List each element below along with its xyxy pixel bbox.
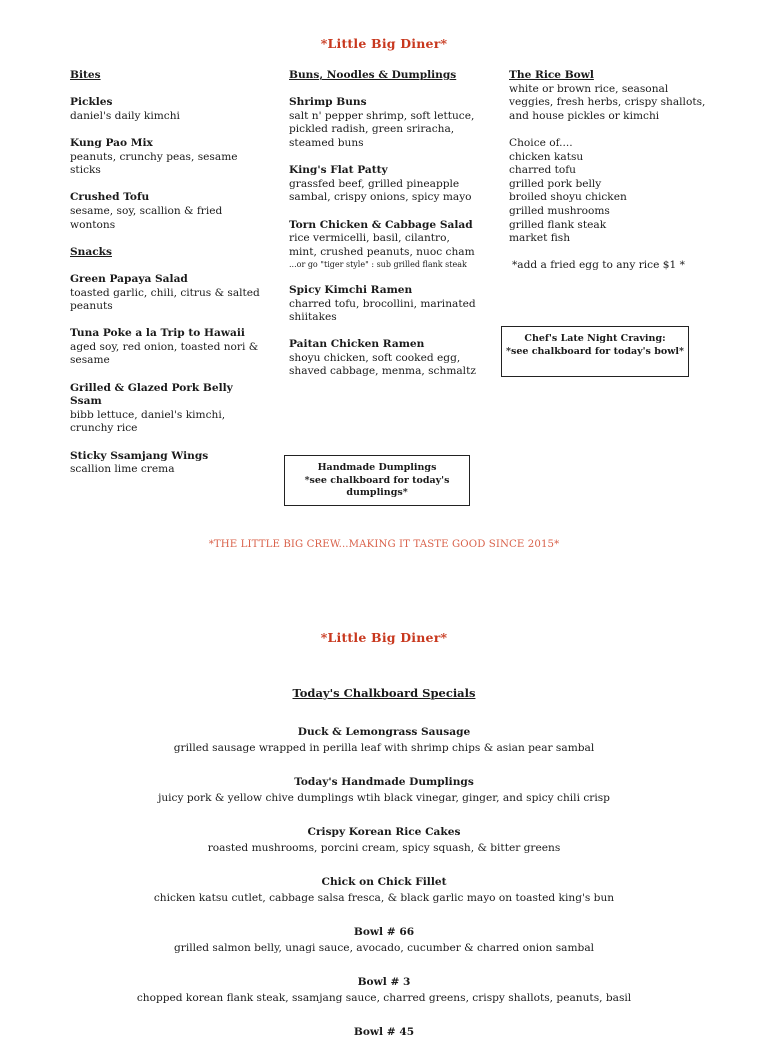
menu-item-desc: aged soy, red onion, toasted nori & sesame <box>70 340 259 367</box>
menu-item-name: Crushed Tofu <box>70 191 150 204</box>
special-name: Bowl # 66 <box>353 926 415 938</box>
special-name: Duck & Lemongrass Sausage <box>297 726 471 738</box>
menu-item-desc: scallion lime crema <box>70 463 175 476</box>
rice-bowl-choice: grilled flank steak <box>509 218 607 231</box>
rice-bowl-choice: broiled shoyu chicken <box>509 191 627 204</box>
special-name: Today's Handmade Dumplings <box>294 776 474 788</box>
special-item <box>0 925 768 955</box>
special-item <box>0 725 768 755</box>
menu-item-note: ...or go "tiger style" : sub grilled flank steak <box>289 260 467 270</box>
special-desc: juicy pork & yellow chive dumplings wtih black vinegar, ginger, and spicy chili crisp <box>158 792 610 804</box>
section-heading-bites: Bites <box>70 69 101 81</box>
special-desc: chicken katsu cutlet, cabbage salsa fresca, & black garlic mayo on toasted king's bun <box>153 892 615 904</box>
special-desc: chopped korean flank steak, ssamjang sauce, charred greens, crispy shallots, peanuts, basil <box>136 992 632 1004</box>
section-heading-snacks: Snacks <box>70 245 112 258</box>
menu-column-rice-bowl <box>509 69 709 273</box>
menu-item-name: Shrimp Buns <box>289 96 367 109</box>
section-heading-buns-noodles: Buns, Noodles & Dumplings <box>289 69 457 81</box>
menu-column-buns-noodles <box>289 69 479 393</box>
menu-item-desc: peanuts, crunchy peas, sesame sticks <box>70 150 238 177</box>
menu-item <box>70 96 260 123</box>
specials-title: *Little Big Diner* <box>320 630 448 645</box>
menu-item-desc: rice vermicelli, basil, cilantro, mint, crushed peanuts, nuoc cham <box>289 232 475 258</box>
menu-item-desc: sesame, soy, scallion & fried wontons <box>70 204 223 231</box>
menu-item <box>70 137 260 178</box>
menu-item-desc: salt n' pepper shrimp, soft lettuce, pickled radish, green sriracha, steamed buns <box>289 109 475 149</box>
menu-item-name: Torn Chicken & Cabbage Salad <box>289 218 473 231</box>
menu-title: *Little Big Diner* <box>320 36 448 51</box>
special-name: Crispy Korean Rice Cakes <box>307 826 461 838</box>
menu-item <box>289 338 479 379</box>
special-name: Bowl # 3 <box>357 976 411 988</box>
menu-item-name: Green Papaya Salad <box>70 272 188 285</box>
late-night-callout-box <box>501 326 689 377</box>
late-night-callout-title: Chef's Late Night Craving: <box>524 333 666 344</box>
rice-bowl-choice: chicken katsu <box>509 150 584 163</box>
rice-bowl-choice: market fish <box>509 232 571 245</box>
menu-item-name: Tuna Poke a la Trip to Hawaii <box>70 327 245 340</box>
rice-bowl-choice: grilled pork belly <box>509 177 602 190</box>
rice-bowl-choice: grilled mushrooms <box>509 204 610 217</box>
special-item <box>0 975 768 1005</box>
special-desc: roasted mushrooms, porcini cream, spicy squash, & bitter greens <box>207 842 561 854</box>
late-night-callout-text: *see chalkboard for today's bowl* <box>506 345 684 357</box>
special-desc: grilled sausage wrapped in perilla leaf with shrimp chips & asian pear sambal <box>173 742 595 754</box>
rice-bowl-addon: *add a fried egg to any rice $1 * <box>512 259 685 272</box>
menu-item <box>289 164 479 205</box>
menu-column-bites-snacks <box>70 69 260 490</box>
menu-item-name: King's Flat Patty <box>289 164 388 177</box>
menu-item-name: Pickles <box>70 96 113 109</box>
crew-tagline: *THE LITTLE BIG CREW...MAKING IT TASTE GOOD SINCE 2015* <box>208 539 560 550</box>
rice-bowl-desc: white or brown rice, seasonal veggies, fresh herbs, crispy shallots, and house pickles or kimchi <box>509 82 706 122</box>
special-name: Bowl # 45 <box>353 1026 415 1038</box>
menu-item-desc: toasted garlic, chili, citrus & salted peanuts <box>70 286 260 313</box>
menu-item-desc: charred tofu, brocollini, marinated shiitakes <box>289 297 476 324</box>
menu-item-desc: daniel's daily kimchi <box>70 109 180 122</box>
menu-item-desc: shoyu chicken, soft cooked egg, shaved cabbage, menma, schmaltz <box>289 351 476 378</box>
menu-item-desc: bibb lettuce, daniel's kimchi, crunchy rice <box>70 408 226 435</box>
specials-list <box>0 686 768 1059</box>
special-item <box>0 1025 768 1039</box>
special-desc: grilled salmon belly, unagi sauce, avocado, cucumber & charred onion sambal <box>173 942 595 954</box>
menu-item <box>70 327 260 368</box>
special-item <box>0 875 768 905</box>
rice-bowl-choice: charred tofu <box>509 164 576 177</box>
special-item <box>0 825 768 855</box>
menu-item <box>289 96 479 150</box>
menu-item <box>70 191 260 232</box>
rice-bowl-choice-label: Choice of.... <box>509 136 573 149</box>
dumplings-callout-title: Handmade Dumplings <box>317 462 437 473</box>
menu-item-desc: grassfed beef, grilled pineapple sambal, crispy onions, spicy mayo <box>289 177 472 204</box>
menu-item <box>70 382 260 436</box>
menu-item-name: Sticky Ssamjang Wings <box>70 449 209 462</box>
special-name: Chick on Chick Fillet <box>321 876 447 888</box>
menu-item <box>70 450 260 477</box>
dumplings-callout-text: *see chalkboard for today's dumplings* <box>304 474 450 498</box>
menu-item-name: Grilled & Glazed Pork Belly Ssam <box>70 381 233 408</box>
menu-item-name: Kung Pao Mix <box>70 136 153 149</box>
menu-item <box>70 273 260 314</box>
special-item <box>0 775 768 805</box>
specials-heading: Today's Chalkboard Specials <box>292 686 476 700</box>
dumplings-callout-box <box>284 455 470 506</box>
menu-item-name: Spicy Kimchi Ramen <box>289 283 413 296</box>
menu-item <box>289 284 479 325</box>
section-heading-rice-bowl: The Rice Bowl <box>509 69 594 81</box>
menu-item <box>289 219 479 271</box>
menu-item-name: Paitan Chicken Ramen <box>289 338 425 351</box>
